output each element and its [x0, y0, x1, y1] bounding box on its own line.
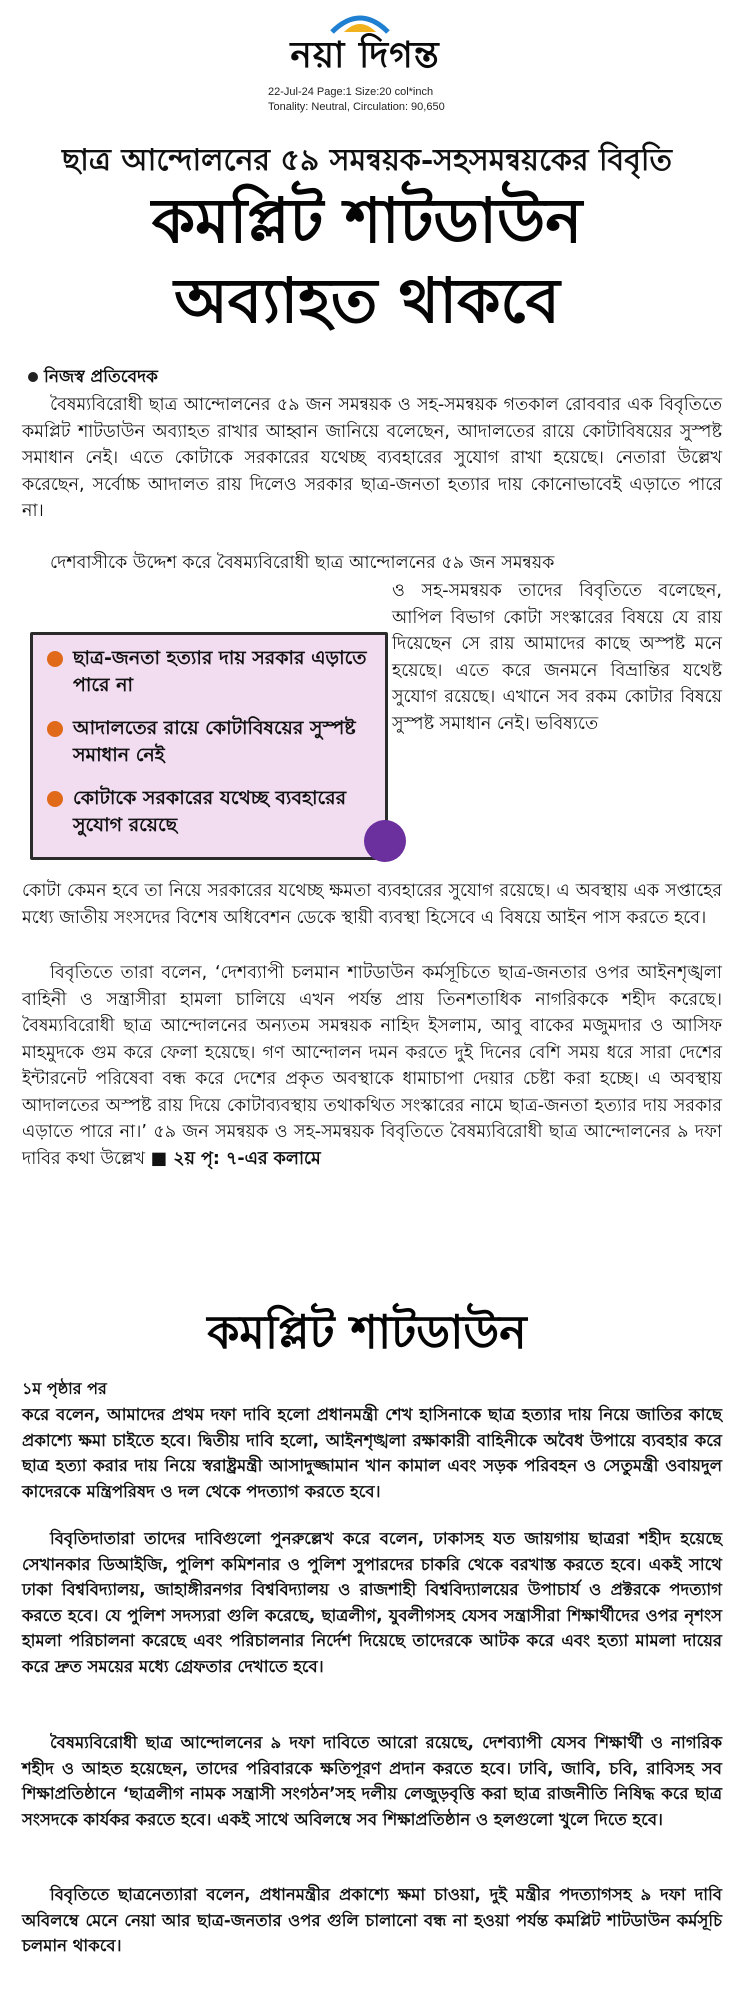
decorative-circle	[364, 820, 406, 862]
bullet-icon	[28, 372, 38, 382]
headline-line-1: কমপ্লিট শাটডাউন	[151, 184, 583, 257]
continuation-paragraph: বৈষম্যবিরোধী ছাত্র আন্দোলনের ৯ দফা দাবিতে আরো রয়েছে, দেশব্যাপী যেসব শিক্ষার্থী ও নাগরিক শহীদ ও আহত হয়েছেন, তাদের পরিবারকে ক্ষতিপূরণ প্রদান করতে হবে। ঢাবি, জাবি, চবি, রাবিসহ সব শিক্ষাপ্রতিষ্ঠানে ‘ছাত্রলীগ নামক সন্ত্রাসী সংগঠন’সহ দলীয় লেজুড়বৃত্তি করা ছাত্র রাজনীতি নিষিদ্ধ করে ছাত্র সংসদকে কার্যকর করতে হবে। একই সাথে অবিলম্বে সব শিক্ষাপ্রতিষ্ঠান ও হলগুলো খুলে দিতে হবে।	[22, 1733, 722, 1829]
article-paragraph: কোটা কেমন হবে তা নিয়ে সরকারের যথেচ্ছ ক্ষমতা ব্যবহারের সুযোগ রয়েছে। এ অবস্থায় এক সপ্তাহের মধ্যে জাতীয় সংসদের বিশেষ অধিবেশন ডেকে স্থায়ী ব্যবস্থা হিসেবে এ বিষয়ে আইন পাস করতে হবে।	[22, 881, 722, 928]
highlight-box	[30, 632, 388, 860]
article-paragraph: বৈষম্যবিরোধী ছাত্র আন্দোলনের ৫৯ জন সমন্বয়ক ও সহ-সমন্বয়ক গতকাল রোববার এক বিবৃতিতে কমপ্লিট শাটডাউন অব্যাহত রাখার আহ্বান জানিয়ে বলেছেন, আদালতের রায়ে কোটাবিষয়ের সুস্পষ্ট সমাধান নেই। এতে কোটাকে সরকারের যথেচ্ছ ব্যবহারের সুযোগ রাখা হয়েছে। নেতারা উল্লেখ করেছেন, সর্বোচ্চ আদালত রায় দিলেও সরকার ছাত্র-জনতা হত্যার দায় কোনোভাবেই এড়াতে পারে না।	[22, 395, 722, 521]
masthead	[0, 8, 734, 78]
logo-text: নয়া দিগন্ত	[290, 34, 440, 76]
highlight-text: ছাত্র-জনতা হত্যার দায় সরকার এড়াতে পারে না	[73, 647, 367, 696]
newspaper-logo	[230, 14, 500, 74]
byline-text: নিজস্ব প্রতিবেদক	[44, 367, 158, 387]
article-paragraph	[22, 960, 722, 1172]
continuation-paragraph: বিবৃতিতে ছাত্রনেত্যারা বলেন, প্রধানমন্ত্রীর প্রকাশ্যে ক্ষমা চাওয়া, দুই মন্ত্রীর পদত্যাগসহ ৯ দফা দাবি অবিলম্বে মেনে নেয়া আর ছাত্র-জনতার ওপর গুলি চালানো বন্ধ না হওয়া পর্যন্ত কমপ্লিট শাটডাউন কর্মসূচি চলমান থাকবে।	[22, 1885, 722, 1955]
highlight-text: আদালতের রায়ে কোটাবিষয়ের সুস্পষ্ট সমাধান নেই	[73, 717, 356, 766]
clipping-meta-tonality: Tonality: Neutral, Circulation: 90,650	[268, 101, 445, 113]
article-paragraph-wrapped: ও সহ-সমন্বয়ক তাদের বিবৃতিতে বলেছেন, আপিল বিভাগ কোটা সংস্কারের বিষয়ে যে রায় দিয়েছেন সে রায় আমাদের কাছে অস্পষ্ট মনে হয়েছে। এতে করে জনমনে বিভ্রান্তির যথেষ্ট সুযোগ রয়েছে। এখানে সব রকম কোটার বিষয়ে সুস্পষ্ট সমাধান নেই। ভবিষ্যতে	[392, 581, 722, 734]
continued-on-reference: ■ ২য় পৃ: ৭-এর কলামে	[150, 1148, 321, 1169]
continued-from-label: ১ম পৃষ্ঠার পর	[22, 1379, 107, 1398]
byline	[28, 364, 158, 392]
clipping-meta-date: 22-Jul-24 Page:1 Size:20 col*inch	[268, 86, 434, 98]
headline-line-2: অব্যাহত থাকবে	[174, 264, 560, 337]
article-paragraph: দেশবাসীকে উদ্দেশ করে বৈষম্যবিরোধী ছাত্র আন্দোলনের ৫৯ জন সমন্বয়ক	[50, 553, 555, 573]
bullet-icon	[47, 651, 63, 667]
highlight-text: কোটাকে সরকারের যথেচ্ছ ব্যবহারের সুযোগ রয়েছে	[73, 787, 347, 836]
bullet-icon	[47, 791, 63, 807]
article-kicker: ছাত্র আন্দোলনের ৫৯ সমন্বয়ক-সহসমন্বয়কের বিবৃতি	[61, 143, 673, 178]
bullet-icon	[47, 721, 63, 737]
continuation-paragraph: বিবৃতিদাতারা তাদের দাবিগুলো পুনরুল্লেখ করে বলেন, ঢাকাসহ যত জায়গায় ছাত্ররা শহীদ হয়েছে সেখানকার ডিআইজি, পুলিশ কমিশনার ও পুলিশ সুপারদের চাকরি থেকে বরখাস্ত করতে হবে। একই সাথে ঢাকা বিশ্ববিদ্যালয়, জাহাঙ্গীরনগর বিশ্ববিদ্যালয় ও রাজশাহী বিশ্ববিদ্যালয়ের উপাচার্য ও প্রক্টরকে পদত্যাগ করতে হবে। যে পুলিশ সদস্যরা গুলি করেছে, ছাত্রলীগ, যুবলীগসহ যেসব সন্ত্রাসীরা শিক্ষার্থীদের ওপর নৃশংস হামলা পরিচালনা করেছে এবং পরিচালনার নির্দেশ দিয়েছে তাদেরকে আটক করে এবং হত্যা মামলা দায়ের করে দ্রুত সময়ের মধ্যে গ্রেফতার দেখাতে হবে।	[22, 1529, 722, 1676]
continuation-paragraph: করে বলেন, আমাদের প্রথম দফা দাবি হলো প্রধানমন্ত্রী শেখ হাসিনাকে ছাত্র হত্যার দায় নিয়ে জাতির কাছে প্রকাশ্যে ক্ষমা চাইতে হবে। দ্বিতীয় দাবি হলো, আইনশৃঙ্খলা রক্ষাকারী বাহিনীকে অবৈধ উপায়ে ব্যবহার করে ছাত্র হত্যা করার দায় নিয়ে স্বরাষ্ট্রমন্ত্রী আসাদুজ্জামান খান কামাল এবং সড়ক পরিবহন ও সেতুমন্ত্রী ওবায়দুল কাদেরকে মন্ত্রিপরিষদ ও দল থেকে পদত্যাগ করতে হবে।	[22, 1405, 722, 1501]
continuation-title: কমপ্লিট শাটডাউন	[207, 1305, 527, 1359]
article-paragraph-text: বিবৃতিতে তারা বলেন, ‘দেশব্যাপী চলমান শাটডাউন কর্মসূচিতে ছাত্র-জনতার ওপর আইনশৃঙ্খলা বাহিনী ও সন্ত্রাসীরা হামলা চালিয়ে এখন পর্যন্ত প্রায় তিনশতাধিক নাগরিককে শহীদ করেছে। বৈষম্যবিরোধী ছাত্র আন্দোলনের অন্যতম সমন্বয়ক নাহিদ ইসলাম, আবু বাকের মজুমদার ও আসিফ মাহমুদকে গুম করে ফেলা হয়েছে। গণ আন্দোলন দমন করতে দুই দিনের বেশি সময় ধরে সারা দেশের ইন্টারনেট পরিষেবা বন্ধ করে দেশের প্রকৃত অবস্থাকে ধামাচাপা দেয়ার চেষ্টা করা হচ্ছে। এ অবস্থায় আদালতের অস্পষ্ট রায় দিয়ে কোটাব্যবস্থায় তথাকথিত সংস্কারের নামে ছাত্র-জনতা হত্যার দায় সরকার এড়াতে পারে না।’ ৫৯ জন সমন্বয়ক ও সহ-সমন্বয়ক বিবৃতিতে বৈষম্যবিরোধী ছাত্র আন্দোলনের ৯ দফা দাবির কথা উল্লেখ	[22, 963, 722, 1169]
